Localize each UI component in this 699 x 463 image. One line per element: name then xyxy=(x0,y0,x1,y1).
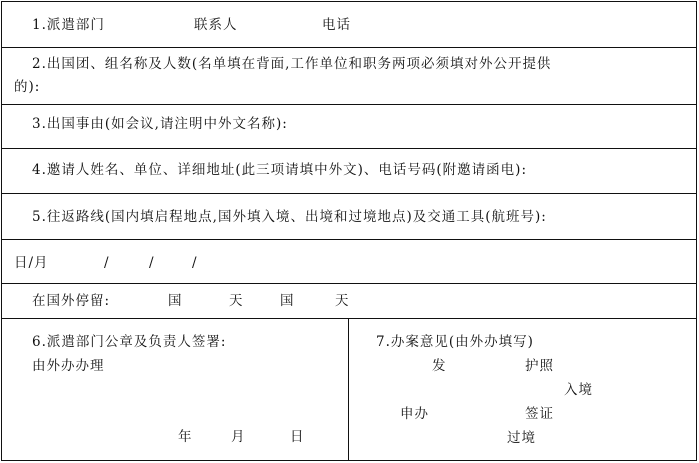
delegation-name-line2: 的): xyxy=(14,79,41,95)
days-word: 天 xyxy=(229,293,244,309)
transit-word: 过境 xyxy=(507,430,536,446)
country-word: 国 xyxy=(280,293,295,309)
visa-word: 签证 xyxy=(525,406,554,422)
stay-abroad-label: 在国外停留: xyxy=(32,293,111,309)
dept-seal-label: 6.派遣部门公章及负责人签署: xyxy=(32,334,227,350)
row-divider xyxy=(2,283,696,284)
year-label: 年 xyxy=(178,429,193,445)
route-label: 5.往返路线(国内填启程地点,国外填入境、出境和过境地点)及交通工具(航班号): xyxy=(32,209,547,225)
column-divider xyxy=(348,318,349,461)
row-divider xyxy=(2,239,696,240)
date-slash: / xyxy=(104,255,110,271)
delegation-name-line1: 2.出国团、组名称及人数(名单填在背面,工作单位和职务两项必须填对外公开提供 xyxy=(32,56,552,72)
application-form xyxy=(1,1,697,461)
date-slash: / xyxy=(149,255,155,271)
purpose-label: 3.出国事由(如会议,请注明中外文名称): xyxy=(32,116,288,132)
apply-word: 申办 xyxy=(400,406,429,422)
date-slash: / xyxy=(192,255,198,271)
row-divider xyxy=(2,47,696,48)
dispatch-dept-label: 1.派遣部门 xyxy=(32,17,105,33)
entry-word: 入境 xyxy=(564,382,593,398)
row-divider xyxy=(2,318,696,319)
date-label: 日/月 xyxy=(14,255,49,271)
phone-label: 电话 xyxy=(322,17,351,33)
day-label: 日 xyxy=(290,429,305,445)
contact-person-label: 联系人 xyxy=(194,17,238,33)
row-divider xyxy=(2,193,696,194)
office-opinion-label: 7.办案意见(由外办填写) xyxy=(376,334,534,350)
row-divider xyxy=(2,104,696,105)
passport-word: 护照 xyxy=(525,358,554,374)
days-word: 天 xyxy=(335,293,350,309)
country-word: 国 xyxy=(168,293,183,309)
inviter-info-label: 4.邀请人姓名、单位、详细地址(此三项请填中外文)、电话号码(附邀请函电): xyxy=(32,162,527,178)
month-label: 月 xyxy=(231,429,246,445)
row-divider xyxy=(2,148,696,149)
handled-by-foreign-office: 由外办办理 xyxy=(32,358,105,374)
issue-word: 发 xyxy=(432,358,447,374)
